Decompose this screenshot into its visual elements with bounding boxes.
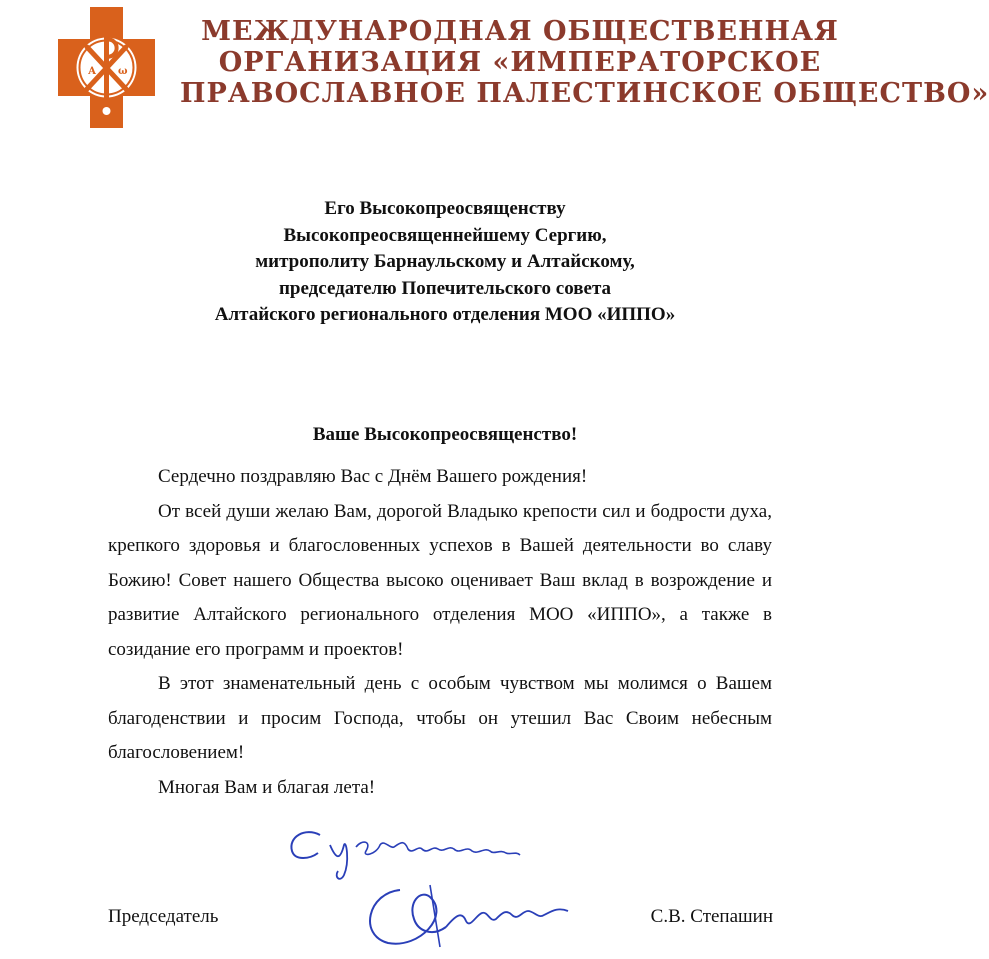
svg-text:ω: ω — [118, 66, 128, 77]
organization-title — [180, 16, 989, 109]
svg-text:А: А — [88, 66, 97, 77]
addressee-block — [100, 196, 790, 329]
chi-rho-cross-emblem-icon — [58, 7, 155, 128]
body-paragraph: Многая Вам и благая лета! — [158, 776, 376, 798]
org-title-line-1: МЕЖДУНАРОДНАЯ ОБЩЕСТВЕННАЯ — [201, 16, 839, 47]
signer-title: Председатель — [108, 906, 219, 927]
addressee-line: Высокопреосвященнейшему Сергию, — [283, 224, 607, 246]
body-paragraph: От всей души желаю Вам, дорогой Владыко крепости сил и бодрости духа, крепкого здоровья и благословенных успехов в Вашей деятельности во славу Божию! Совет нашего Общества высоко оценивает Ваш вклад в возрождение и развитие Алтайского регионального отделения МОО «ИППО», а также в созидание его программ и проектов! — [108, 500, 772, 660]
salutation: Ваше Высокопреосвященство! — [312, 424, 578, 445]
body-paragraph: Сердечно поздравляю Вас с Днём Вашего рождения! — [158, 466, 588, 487]
signer-name: С.В. Степашин — [650, 906, 773, 927]
org-title-line-3: ПРАВОСЛАВНОЕ ПАЛЕСТИНСКОЕ ОБЩЕСТВО» — [180, 78, 989, 109]
handwritten-signature — [280, 815, 600, 955]
addressee-line: председателю Попечительского совета — [278, 277, 612, 299]
body-paragraph: В этот знаменательный день с особым чувством мы молимся о Вашем благоденствии и просим Господа, чтобы он утешил Вас Своим небесным благословением! — [108, 673, 772, 763]
addressee-line: Его Высокопреосвященству — [324, 198, 566, 219]
addressee-line: митрополиту Барнаульскому и Алтайскому, — [255, 251, 635, 272]
org-title-line-2: ОРГАНИЗАЦИЯ «ИМПЕРАТОРСКОЕ — [218, 47, 822, 78]
letter-body — [108, 460, 772, 805]
addressee-line: Алтайского регионального отделения МОО «ИППО» — [214, 304, 676, 325]
